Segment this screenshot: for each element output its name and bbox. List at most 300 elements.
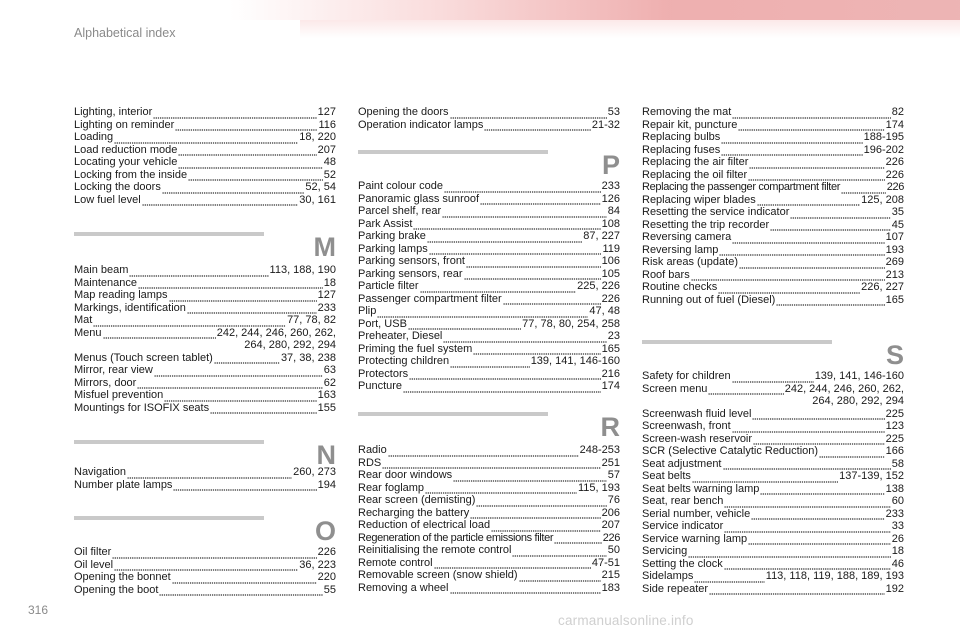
index-term: Park Assist (358, 217, 413, 230)
index-entry (642, 470, 904, 483)
index-pages: 192 (885, 582, 904, 595)
dot-leader (210, 404, 317, 414)
dot-leader (691, 271, 885, 281)
index-entry (74, 479, 336, 492)
index-pages: 215 (601, 569, 620, 581)
index-pages: 206 (601, 506, 620, 519)
dot-leader (491, 522, 601, 532)
index-pages: 87, 227 (583, 230, 620, 242)
index-term: Reinitialising the remote control (358, 544, 512, 556)
dot-leader (114, 561, 298, 571)
index-entry-row (74, 264, 336, 277)
index-entry (74, 466, 336, 479)
index-pages: 123 (885, 420, 904, 432)
index-pages: 82 (891, 106, 904, 118)
index-entry (642, 231, 904, 244)
dot-leader (724, 560, 891, 570)
index-pages: 260, 273 (293, 466, 336, 478)
index-term: Reversing camera (642, 231, 732, 243)
index-entry-row (642, 545, 904, 558)
dot-leader (470, 509, 600, 519)
index-term: Mat (74, 314, 93, 326)
index-pages: 165 (885, 293, 904, 306)
index-pages: 193 (885, 243, 904, 256)
index-entry (642, 370, 904, 383)
index-entry-row (642, 294, 904, 307)
dot-leader (154, 367, 323, 377)
index-entry (358, 330, 620, 343)
index-entry (358, 106, 620, 119)
index-pages: 37, 38, 238 (280, 351, 336, 364)
letter-label: O (314, 516, 336, 546)
index-entry-row (358, 318, 620, 331)
index-pages: 225 (885, 432, 904, 445)
index-pages: 125, 208 (861, 193, 904, 206)
index-term: Rear screen (demisting) (358, 494, 476, 506)
index-entry (74, 264, 336, 277)
index-pages: 139, 141, 146-160 (814, 370, 904, 382)
index-entry-row (642, 483, 904, 496)
index-term: Removable screen (snow shield) (358, 569, 518, 581)
index-pages: 188-195 (863, 131, 904, 143)
index-entry-row (642, 520, 904, 533)
letter-label: R (600, 412, 620, 442)
index-pages: 116 (318, 118, 336, 131)
index-term: Lighting on reminder (74, 118, 175, 131)
index-pages: 30, 161 (299, 193, 336, 206)
index-entry-row (642, 181, 904, 194)
index-entry-row (358, 305, 620, 318)
index-entry (642, 458, 904, 471)
index-entry-row (358, 380, 620, 393)
index-entry-row (74, 119, 336, 132)
index-entry-row (358, 444, 620, 457)
dot-leader (129, 267, 268, 277)
index-term: Screenwash, front (642, 420, 731, 432)
dot-leader (127, 469, 292, 479)
dot-leader (178, 146, 316, 156)
index-entry-row (74, 289, 336, 302)
dot-leader (738, 121, 884, 131)
index-pages: 105 (601, 267, 620, 280)
index-entry-row (74, 377, 336, 390)
index-term: Parking sensors, rear (358, 267, 463, 280)
index-entry-row (358, 230, 620, 243)
letter-label: S (885, 340, 904, 370)
index-entry (642, 520, 904, 533)
dot-leader (453, 472, 607, 482)
index-term: Panoramic glass sunroof (358, 192, 480, 205)
index-term: Mirrors, door (74, 376, 137, 389)
index-entry-row (358, 218, 620, 231)
index-entry (74, 131, 336, 144)
index-pages: 63 (323, 364, 336, 376)
index-pages: 137-139, 152 (839, 470, 904, 482)
index-term: Resetting the service indicator (642, 206, 790, 218)
index-entry (358, 243, 620, 256)
index-pages: 53 (607, 106, 620, 118)
index-entry (642, 570, 904, 583)
dot-leader (757, 196, 860, 206)
index-pages: 226, 227 (861, 281, 904, 293)
index-term: Servicing (642, 545, 688, 557)
dot-leader (403, 383, 601, 393)
dot-leader (709, 585, 885, 595)
dot-leader (790, 209, 890, 219)
letter-divider (358, 412, 548, 416)
dot-leader (413, 220, 600, 230)
index-term: Seat, rear bench (642, 495, 724, 507)
index-pages: 225 (885, 407, 904, 420)
index-entry (642, 533, 904, 546)
index-term: Passenger compartment filter (358, 292, 502, 305)
index-pages: 50 (607, 544, 620, 556)
dot-leader (450, 584, 601, 594)
dot-leader (450, 109, 607, 119)
index-entry-row (74, 584, 336, 597)
index-pages: 47, 48 (589, 305, 620, 317)
index-entry-row (74, 559, 336, 572)
index-entry (74, 302, 336, 315)
dot-leader (732, 423, 885, 433)
index-pages: 166 (885, 445, 904, 457)
dot-leader (178, 159, 322, 169)
index-entry-row (358, 119, 620, 132)
dot-leader (718, 284, 860, 294)
index-entry (642, 106, 904, 119)
letter-heading-m (74, 228, 336, 268)
dot-leader (719, 246, 884, 256)
section-title: Alphabetical index (74, 26, 176, 40)
index-entry (642, 383, 904, 408)
dot-leader (427, 233, 582, 243)
index-term: Rear door windows (358, 469, 453, 481)
dot-leader (153, 109, 316, 119)
index-term: Preheater, Diesel (358, 330, 443, 342)
index-pages: 18, 220 (299, 131, 336, 143)
index-entry-row (74, 314, 336, 327)
index-term: Mountings for ISOFIX seats (74, 401, 210, 414)
index-term: Regeneration of the particle emissions filter (358, 531, 554, 544)
dot-leader (443, 333, 606, 343)
index-entry-row (358, 482, 620, 495)
index-entry-row (642, 131, 904, 144)
index-term: Roof bars (642, 268, 690, 281)
index-term: Lighting, interior (74, 106, 153, 118)
index-pages: 76 (607, 494, 620, 506)
index-entry-row (358, 494, 620, 507)
index-term: Replacing wiper blades (642, 193, 756, 206)
index-term: Opening the boot (74, 583, 159, 596)
index-pages: 77, 78, 82 (287, 314, 336, 326)
index-pages: 220 (317, 571, 336, 583)
dot-leader (721, 146, 862, 156)
page-number: 316 (28, 603, 49, 617)
header-gradient (230, 0, 960, 20)
index-entry-row (358, 469, 620, 482)
index-entry-row (642, 119, 904, 132)
index-entry-row (358, 544, 620, 557)
dot-leader (408, 320, 521, 330)
index-pages: 108 (601, 217, 620, 230)
index-entry (642, 445, 904, 458)
dot-leader (450, 358, 530, 368)
index-term: Load reduction mode (74, 143, 178, 156)
index-entry (642, 281, 904, 294)
index-term: Recharging the battery (358, 506, 470, 519)
index-entry-row (358, 557, 620, 570)
dot-leader (473, 345, 600, 355)
index-entry-row (74, 277, 336, 290)
index-pages: 225, 226 (577, 280, 620, 292)
index-pages: 242, 244, 246, 260, 262, (216, 326, 336, 339)
index-term: Repair kit, puncture (642, 118, 738, 131)
index-pages: 55 (323, 583, 336, 596)
index-pages: 207 (601, 519, 620, 531)
index-entry-row (642, 244, 904, 257)
index-entry-row (358, 255, 620, 268)
index-entry (642, 294, 904, 307)
dot-leader (476, 497, 606, 507)
index-entry-row (74, 571, 336, 584)
index-term: Parking brake (358, 230, 426, 242)
index-term: Priming the fuel system (358, 342, 473, 355)
index-entry-row (642, 470, 904, 483)
index-term: Seat belts warning lamp (642, 482, 760, 495)
index-entry-row (74, 364, 336, 377)
index-entry (642, 583, 904, 596)
dot-leader (464, 270, 601, 280)
letter-divider (642, 340, 832, 344)
index-entry (358, 268, 620, 281)
dot-leader (444, 183, 601, 193)
index-term: Mirror, rear view (74, 364, 153, 376)
dot-leader (162, 184, 305, 194)
index-term: Replacing fuses (642, 143, 721, 156)
index-term: Radio (358, 444, 387, 456)
dot-leader (173, 481, 316, 491)
dot-leader (175, 121, 317, 131)
index-pages: 18 (323, 276, 336, 289)
index-entry (642, 558, 904, 571)
dot-leader (841, 184, 886, 194)
index-pages: 57 (607, 469, 620, 481)
index-entry-row (358, 180, 620, 193)
index-entry-row (642, 156, 904, 169)
index-entry (358, 205, 620, 218)
index-entry (358, 582, 620, 595)
index-entry-row (358, 268, 620, 281)
index-term: RDS (358, 456, 382, 469)
index-entry-row (74, 131, 336, 144)
index-pages: 174 (601, 380, 620, 392)
index-pages: 45 (891, 218, 904, 231)
index-term: Oil level (74, 558, 114, 571)
index-term: Parcel shelf, rear (358, 205, 442, 217)
index-term: Locking from the inside (74, 168, 188, 181)
dot-leader (382, 459, 600, 469)
dot-leader (103, 329, 216, 339)
index-pages: 77, 78, 80, 254, 258 (522, 317, 620, 330)
index-entry-row (74, 169, 336, 182)
letter-label: P (601, 150, 620, 180)
index-entry (74, 144, 336, 157)
index-entry-row (642, 533, 904, 546)
index-entry-row (358, 355, 620, 368)
dot-leader (721, 134, 862, 144)
index-entry-row (642, 433, 904, 446)
dot-leader (420, 283, 577, 293)
index-pages: 226 (317, 546, 336, 558)
index-term: Locking the doors (74, 181, 161, 193)
index-entry (642, 420, 904, 433)
dot-leader (554, 534, 601, 544)
index-entry (74, 389, 336, 402)
index-entry (358, 119, 620, 132)
index-term: Menus (Touch screen tablet) (74, 351, 213, 364)
index-entry (642, 144, 904, 157)
index-pages: 35 (891, 206, 904, 218)
index-term: SCR (Selective Catalytic Reduction) (642, 445, 819, 457)
dot-leader (137, 379, 322, 389)
index-pages: 165 (601, 342, 620, 355)
index-entry-row (358, 193, 620, 206)
index-entry (358, 218, 620, 231)
index-term: Running out of fuel (Diesel) (642, 293, 776, 306)
index-entry (358, 255, 620, 268)
index-term: Opening the bonnet (74, 571, 171, 583)
index-pages: 196-202 (863, 143, 904, 156)
index-term: Seat belts (642, 470, 691, 482)
index-entry (358, 355, 620, 368)
index-pages-continued: 264, 280, 292, 294 (812, 395, 904, 407)
index-pages: 138 (885, 482, 904, 495)
index-pages: 226 (885, 168, 904, 181)
index-term: Maintenance (74, 276, 137, 289)
index-pages: 139, 141, 146-160 (530, 355, 620, 367)
index-entry (358, 544, 620, 557)
index-term: Removing the mat (642, 106, 732, 118)
index-entry-row (74, 546, 336, 559)
dot-leader (466, 258, 601, 268)
index-term: Map reading lamps (74, 289, 168, 301)
index-entry-row (74, 302, 336, 315)
index-term: Side repeater (642, 582, 709, 595)
index-entry (74, 119, 336, 132)
index-entry (74, 352, 336, 365)
index-pages: 126 (601, 192, 620, 205)
index-entry (358, 519, 620, 532)
index-pages: 84 (607, 205, 620, 217)
index-entry-row (358, 205, 620, 218)
index-entry (358, 180, 620, 193)
index-entry (358, 444, 620, 457)
index-entry (642, 119, 904, 132)
index-entry-row (358, 569, 620, 582)
dot-leader (159, 586, 322, 596)
index-entry (358, 482, 620, 495)
index-term: Navigation (74, 466, 126, 478)
index-term: Screenwash fluid level (642, 407, 752, 420)
index-term: Resetting the trip recorder (642, 218, 770, 231)
index-entry-row (642, 106, 904, 119)
index-term: Screen-wash reservoir (642, 432, 753, 445)
index-entry-row (642, 570, 904, 583)
index-pages: 18 (891, 545, 904, 557)
index-term: Serial number, vehicle (642, 507, 751, 520)
dot-leader (732, 373, 814, 383)
index-entry-row (642, 558, 904, 571)
dot-leader (751, 510, 884, 520)
index-entry (642, 269, 904, 282)
index-entry (642, 408, 904, 421)
index-entry (642, 156, 904, 169)
dot-leader (187, 304, 317, 314)
index-term: Loading (74, 131, 114, 143)
index-entry-row (74, 466, 336, 479)
index-entry-row (74, 402, 336, 415)
index-entry (358, 507, 620, 520)
index-entry-row (642, 583, 904, 596)
index-pages: 47-51 (591, 556, 620, 569)
index-term: Removing a wheel (358, 581, 449, 594)
index-entry (74, 277, 336, 290)
index-term: Main beam (74, 264, 129, 276)
index-entry (642, 256, 904, 269)
index-entry (74, 314, 336, 327)
index-entry-row (358, 368, 620, 381)
index-entry (642, 169, 904, 182)
dot-leader (724, 498, 890, 508)
index-pages: 106 (601, 255, 620, 267)
index-pages: 233 (885, 507, 904, 520)
dot-leader (512, 547, 606, 557)
index-entry (358, 343, 620, 356)
index-pages: 46 (891, 557, 904, 570)
index-entry (358, 532, 620, 545)
index-entry (358, 193, 620, 206)
letter-label: N (316, 440, 336, 470)
index-entry (358, 293, 620, 306)
dot-leader (724, 523, 890, 533)
index-pages: 226 (885, 156, 904, 168)
index-entry-row (642, 219, 904, 232)
index-entry (642, 219, 904, 232)
index-entry-row (642, 408, 904, 421)
index-term: Replacing the oil filter (642, 168, 748, 181)
dot-leader (739, 259, 885, 269)
index-term: Replacing the air filter (642, 156, 749, 168)
index-pages: 62 (323, 376, 336, 389)
index-entry (74, 327, 336, 352)
index-entry (642, 181, 904, 194)
dot-leader (503, 295, 601, 305)
index-entry-row (642, 458, 904, 471)
dot-leader (114, 134, 298, 144)
index-entry-row (358, 507, 620, 520)
index-entry (642, 433, 904, 446)
dot-leader (429, 245, 602, 255)
index-entry-row (642, 269, 904, 282)
index-entry (74, 402, 336, 415)
index-term: Service warning lamp (642, 532, 748, 545)
index-pages-continued: 264, 280, 292, 294 (244, 339, 336, 351)
index-term: Number plate lamps (74, 478, 173, 491)
index-entry-row (74, 156, 336, 169)
index-entry-row (642, 194, 904, 207)
index-entry-row (642, 256, 904, 269)
index-entry (74, 364, 336, 377)
